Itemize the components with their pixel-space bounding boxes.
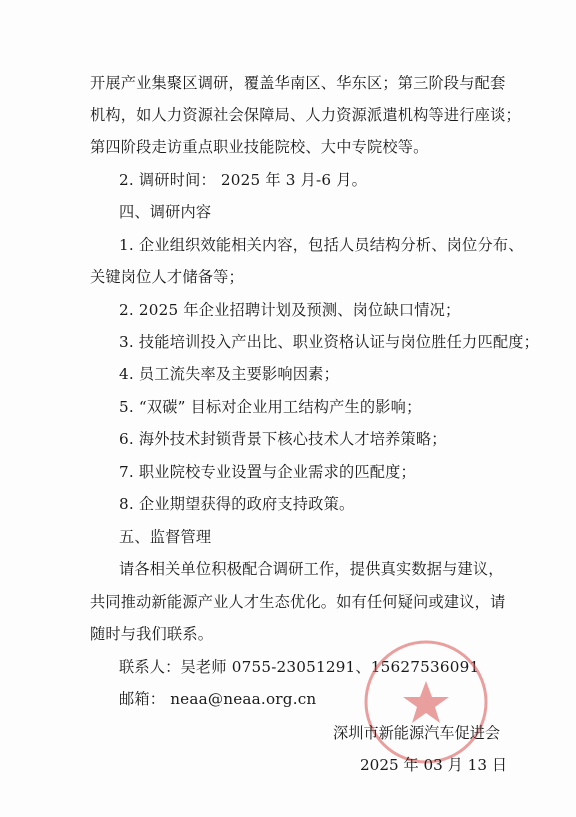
list-item: 5. “双碳” 目标对企业用工结构产生的影响； <box>119 398 422 416</box>
contact-person: 联系人：吴老师 0755-23051291、15627536091 <box>119 658 480 676</box>
paragraph-line: 随时与我们联系。 <box>90 625 214 643</box>
list-item: 2. 2025 年企业招聘计划及预测、岗位缺口情况； <box>119 301 461 319</box>
section-heading-supervision: 五、监督管理 <box>119 528 212 546</box>
signature-date: 2025 年 03 月 13 日 <box>360 756 508 774</box>
paragraph-line: 共同推动新能源产业人才生态优化。如有任何疑问或建议，请 <box>90 593 506 611</box>
paragraph-line: 请各相关单位积极配合调研工作，提供真实数据与建议， <box>119 560 504 578</box>
list-item: 1. 企业组织效能相关内容，包括人员结构分析、岗位分布、 <box>119 236 524 254</box>
paragraph-line: 第四阶段走访重点职业技能院校、大中专院校等。 <box>90 138 429 156</box>
list-item: 3. 技能培训投入产出比、职业资格认证与岗位胜任力匹配度； <box>119 333 539 351</box>
survey-time: 2. 调研时间： 2025 年 3 月-6 月。 <box>119 171 368 189</box>
list-item: 8. 企业期望获得的政府支持政策。 <box>119 495 355 513</box>
signature-organization: 深圳市新能源汽车促进会 <box>333 724 501 742</box>
section-heading-content: 四、调研内容 <box>119 203 212 221</box>
paragraph-line: 机构，如人力资源社会保障局、人力资源派遣机构等进行座谈； <box>90 106 521 124</box>
paragraph-line: 开展产业集聚区调研，覆盖华南区、华东区；第三阶段与配套 <box>90 74 506 92</box>
list-item: 6. 海外技术封锁背景下核心技术人才培养策略； <box>119 430 447 448</box>
contact-email: 邮箱： neaa@neaa.org.cn <box>119 690 317 708</box>
official-seal <box>361 637 491 767</box>
list-item: 7. 职业院校专业设置与企业需求的匹配度； <box>119 463 416 481</box>
list-item-continuation: 关键岗位人才储备等； <box>90 268 244 286</box>
list-item: 4. 员工流失率及主要影响因素； <box>119 365 339 383</box>
